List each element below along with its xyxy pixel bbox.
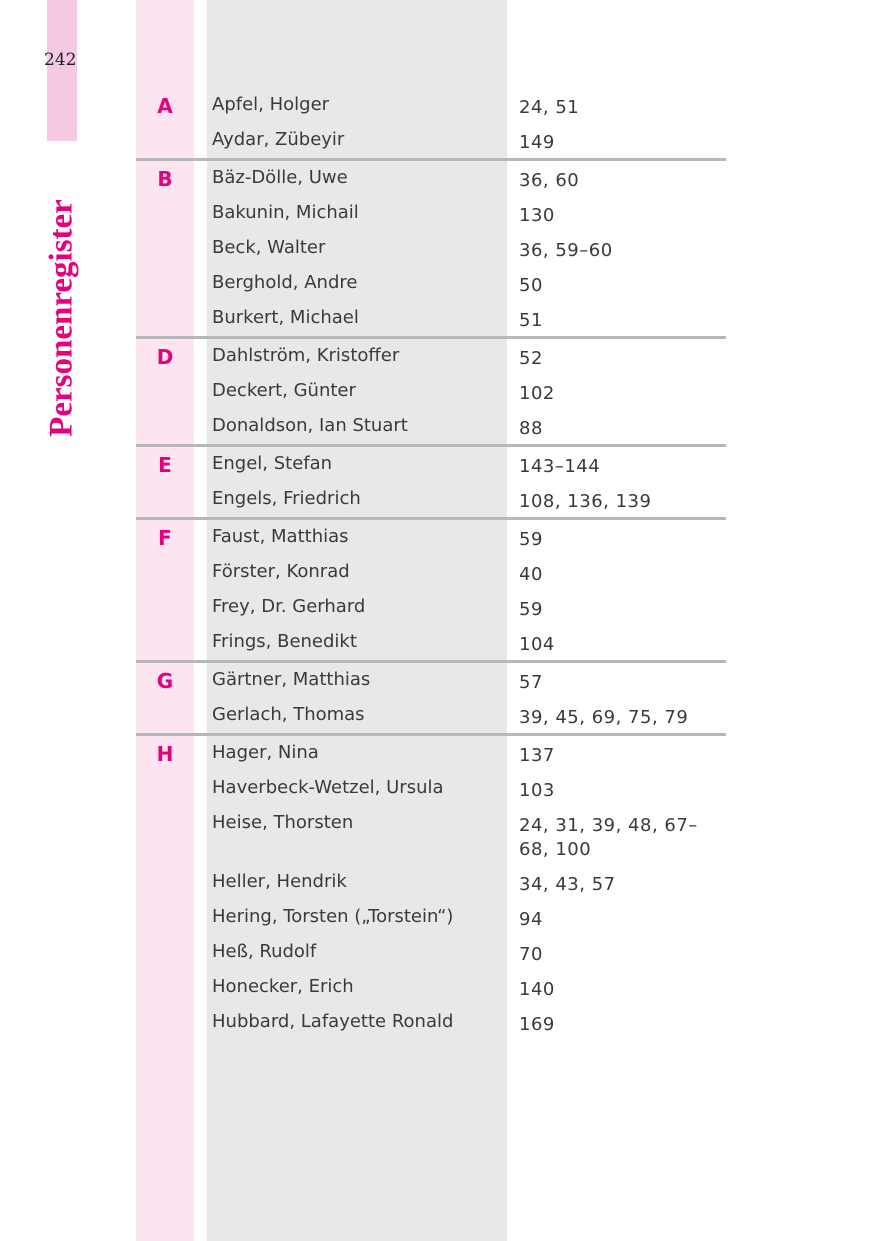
entry-name: Heß, Rudolf <box>212 941 317 962</box>
index-entry <box>136 482 726 517</box>
entry-name: Deckert, Günter <box>212 380 356 401</box>
index-entry <box>136 900 726 935</box>
entry-pages: 102 <box>519 383 555 404</box>
entry-name: Gerlach, Thomas <box>212 704 365 725</box>
entry-pages: 39, 45, 69, 75, 79 <box>519 707 689 728</box>
entry-pages: 104 <box>519 634 555 655</box>
index-entry <box>136 301 726 336</box>
index-entry <box>136 266 726 301</box>
index-entry <box>136 865 726 900</box>
entry-pages: 36, 59–60 <box>519 240 613 261</box>
group-letter: B <box>157 167 173 191</box>
entry-pages: 24, 51 <box>519 97 580 118</box>
entry-name: Heller, Hendrik <box>212 871 347 892</box>
entry-pages: 34, 43, 57 <box>519 874 616 895</box>
entry-pages: 36, 60 <box>519 170 580 191</box>
entry-pages: 169 <box>519 1014 555 1035</box>
index-entry <box>136 1005 726 1040</box>
entry-pages: 103 <box>519 780 555 801</box>
entry-pages: 137 <box>519 745 555 766</box>
entry-name: Burkert, Michael <box>212 307 359 328</box>
index-entry <box>136 88 726 123</box>
index-entry <box>136 374 726 409</box>
index-entry <box>136 555 726 590</box>
entry-name: Heise, Thorsten <box>212 812 354 833</box>
group-letter: A <box>157 94 173 118</box>
entry-name: Aydar, Zübeyir <box>212 129 345 150</box>
index-group-e <box>136 444 726 517</box>
entry-pages: 51 <box>519 310 543 331</box>
entry-name: Berghold, Andre <box>212 272 358 293</box>
index-entry <box>136 935 726 970</box>
entry-pages: 24, 31, 39, 48, 67–68, 100 <box>519 815 698 860</box>
index-group-g <box>136 660 726 733</box>
index-entry <box>136 161 726 196</box>
side-title: Personenregister <box>43 199 80 437</box>
entry-name: Bäz-Dölle, Uwe <box>212 167 348 188</box>
entry-name: Dahlström, Kristoffer <box>212 345 400 366</box>
index-group-b <box>136 158 726 336</box>
entry-pages: 140 <box>519 979 555 1000</box>
entry-name: Frey, Dr. Gerhard <box>212 596 366 617</box>
entry-pages: 40 <box>519 564 543 585</box>
entry-name: Haverbeck-Wetzel, Ursula <box>212 777 444 798</box>
group-letter: F <box>158 526 172 550</box>
entry-pages: 149 <box>519 132 555 153</box>
index-entry <box>136 520 726 555</box>
index-entry <box>136 663 726 698</box>
index-group-f <box>136 517 726 660</box>
index-entry <box>136 196 726 231</box>
entry-name: Engel, Stefan <box>212 453 333 474</box>
page-tab-strip <box>47 0 77 141</box>
entry-name: Hubbard, Lafayette Ronald <box>212 1011 454 1032</box>
index-entry <box>136 590 726 625</box>
index-entry <box>136 409 726 444</box>
person-index <box>136 88 726 1040</box>
page-number: 242 <box>44 50 77 70</box>
index-entry <box>136 806 726 865</box>
group-letter: E <box>158 453 172 477</box>
entry-name: Apfel, Holger <box>212 94 330 115</box>
index-group-h <box>136 733 726 1040</box>
entry-pages: 94 <box>519 909 543 930</box>
entry-name: Bakunin, Michail <box>212 202 359 223</box>
entry-name: Hager, Nina <box>212 742 319 763</box>
entry-pages: 59 <box>519 599 543 620</box>
entry-pages: 143–144 <box>519 456 601 477</box>
entry-name: Hering, Torsten („Torstein“) <box>212 906 454 927</box>
index-entry <box>136 625 726 660</box>
entry-name: Faust, Matthias <box>212 526 349 547</box>
entry-pages: 59 <box>519 529 543 550</box>
entry-name: Donaldson, Ian Stuart <box>212 415 408 436</box>
entry-pages: 57 <box>519 672 543 693</box>
index-entry <box>136 771 726 806</box>
entry-name: Frings, Benedikt <box>212 631 357 652</box>
index-entry <box>136 123 726 158</box>
entry-name: Gärtner, Matthias <box>212 669 371 690</box>
index-group-d <box>136 336 726 444</box>
group-letter: D <box>156 345 174 369</box>
entry-pages: 52 <box>519 348 543 369</box>
index-entry <box>136 736 726 771</box>
index-entry <box>136 231 726 266</box>
entry-pages: 88 <box>519 418 543 439</box>
entry-name: Honecker, Erich <box>212 976 354 997</box>
entry-pages: 50 <box>519 275 543 296</box>
group-letter: G <box>156 669 174 693</box>
entry-pages: 70 <box>519 944 543 965</box>
index-entry <box>136 447 726 482</box>
entry-pages: 108, 136, 139 <box>519 491 652 512</box>
group-letter: H <box>156 742 174 766</box>
entry-name: Engels, Friedrich <box>212 488 361 509</box>
index-entry <box>136 698 726 733</box>
index-entry <box>136 970 726 1005</box>
index-entry <box>136 339 726 374</box>
entry-name: Förster, Konrad <box>212 561 350 582</box>
entry-name: Beck, Walter <box>212 237 326 258</box>
index-group-a <box>136 88 726 158</box>
entry-pages: 130 <box>519 205 555 226</box>
